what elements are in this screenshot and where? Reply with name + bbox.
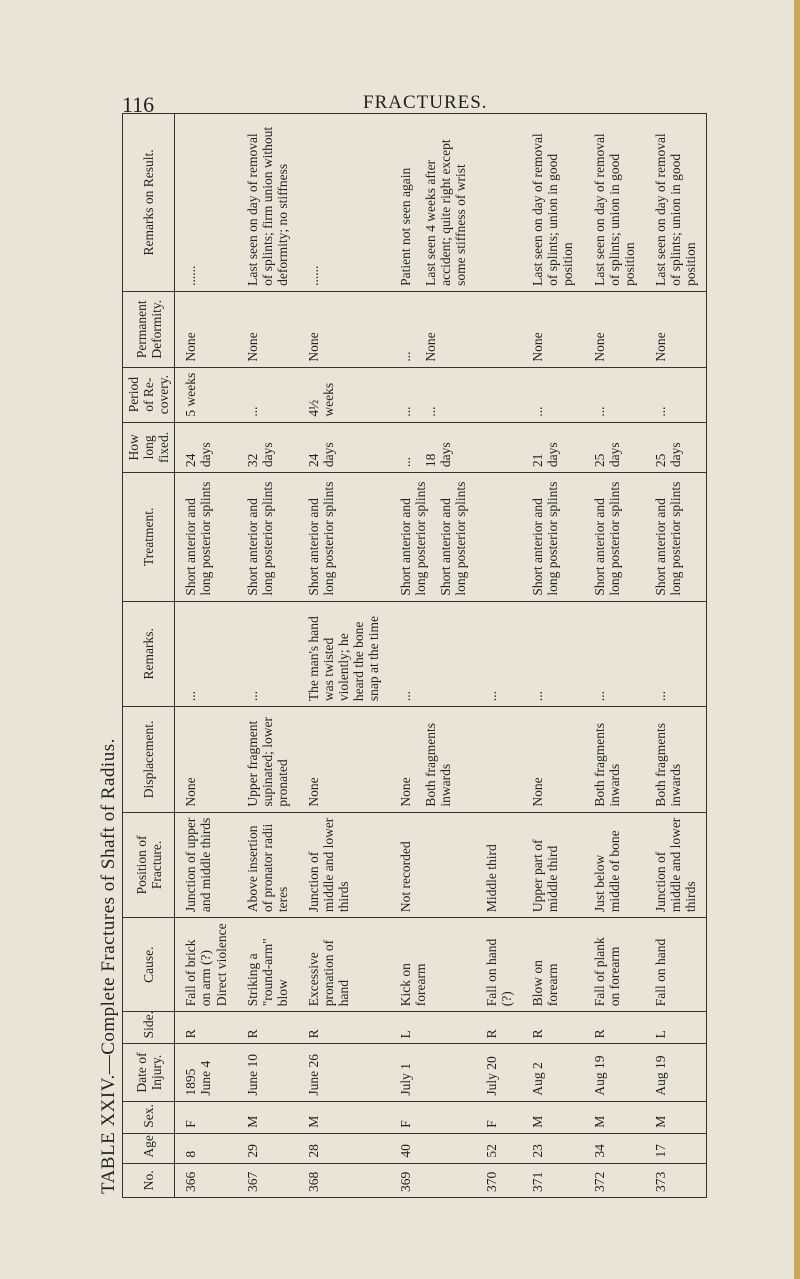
cell-date: July 20 xyxy=(476,1044,522,1101)
cell-cause: Fall on hand xyxy=(645,918,707,1012)
fixed-line: 18 days xyxy=(422,442,453,468)
column-header: Sex. xyxy=(123,1101,175,1133)
result-line: Last seen 4 weeks after accident; quite right except some stiffness of wrist xyxy=(422,139,468,286)
result-line: Patient not seen again xyxy=(397,167,413,286)
cell-deformity: None xyxy=(645,291,707,367)
fixed-line: ... xyxy=(397,456,413,468)
column-header: Position of Fracture. xyxy=(123,812,175,918)
cell-sex: M xyxy=(298,1101,390,1133)
cell-age: 34 xyxy=(584,1133,645,1163)
cell-treatment: Short anterior and long posterior splints xyxy=(584,473,645,601)
cell-treatment: Short anterior and long posterior splints xyxy=(237,473,298,601)
column-header: No. xyxy=(123,1163,175,1197)
cell-remarks: ... xyxy=(522,601,583,707)
cell-remarks: ... xyxy=(476,601,522,707)
cell-treatment: Short anterior and long posterior splints xyxy=(175,473,237,601)
deformity-line: None xyxy=(422,332,438,362)
table-title: TABLE XXIV.—Complete Fractures of Shaft of Radius. xyxy=(98,738,119,1194)
cell-no: 373 xyxy=(645,1163,707,1197)
rotated-table-wrapper xyxy=(122,113,722,1198)
cell-displacement: None xyxy=(175,707,237,813)
cell-result: ...... xyxy=(175,114,237,292)
cell-displacement xyxy=(476,707,522,813)
cell-recovery: 5 weeks xyxy=(175,367,237,422)
cell-sex: F xyxy=(390,1101,476,1133)
table-row xyxy=(522,114,583,1198)
cell-remarks: ... xyxy=(175,601,237,707)
cell-cause: Kick on forearm xyxy=(390,918,476,1012)
cell-age: 23 xyxy=(522,1133,583,1163)
cell-cause: Fall of brick on arm (?) Direct violence xyxy=(175,918,237,1012)
cell-age: 40 xyxy=(390,1133,476,1163)
cell-no: 369 xyxy=(390,1163,476,1197)
cell-position: Middle third xyxy=(476,812,522,918)
cell-age: 17 xyxy=(645,1133,707,1163)
recovery-line: ... xyxy=(422,406,438,417)
cell-remarks: ... xyxy=(645,601,707,707)
cell-age: 29 xyxy=(237,1133,298,1163)
cell-recovery: 4½ weeks xyxy=(298,367,390,422)
cell-cause: Blow on forearm xyxy=(522,918,583,1012)
cell-recovery: ... xyxy=(645,367,707,422)
treatment-line: Short anterior and long posterior splints xyxy=(437,481,468,596)
page-number: 116 xyxy=(122,92,155,117)
table-row xyxy=(645,114,707,1198)
cell-deformity: None xyxy=(584,291,645,367)
cell-displacement: None xyxy=(522,707,583,813)
cell-treatment xyxy=(390,473,476,601)
cell-treatment: Short anterior and long posterior splints xyxy=(522,473,583,601)
cell-cause: Fall of plank on forearm xyxy=(584,918,645,1012)
cell-cause: Excessive pronation of hand xyxy=(298,918,390,1012)
cell-no: 367 xyxy=(237,1163,298,1197)
cell-side: L xyxy=(390,1012,476,1044)
table-row xyxy=(298,114,390,1198)
cell-date: 1895 June 4 xyxy=(175,1044,237,1101)
cell-treatment: Short anterior and long posterior splints xyxy=(645,473,707,601)
cell-position: Not recorded xyxy=(390,812,476,918)
fracture-table xyxy=(122,113,707,1198)
cell-treatment xyxy=(476,473,522,601)
cell-fixed xyxy=(476,422,522,472)
deformity-line: ... xyxy=(397,351,413,362)
table-row xyxy=(476,114,522,1198)
cell-cause: Fall on hand (?) xyxy=(476,918,522,1012)
cell-date: Aug 19 xyxy=(584,1044,645,1101)
cell-side: R xyxy=(237,1012,298,1044)
cell-result: Last seen on day of removal of splints; union in good position xyxy=(584,114,645,292)
column-header: Date of Injury. xyxy=(123,1044,175,1101)
cell-treatment: Short anterior and long posterior splints xyxy=(298,473,390,601)
cell-date: July 1 xyxy=(390,1044,476,1101)
cell-age: 8 xyxy=(175,1133,237,1163)
cell-date: June 10 xyxy=(237,1044,298,1101)
cell-result: Last seen on day of removal of splints; union in good position xyxy=(645,114,707,292)
cell-remarks: The man's hand was twisted violently; he heard the bone snap at the time xyxy=(298,601,390,707)
cell-result xyxy=(476,114,522,292)
cell-recovery: ... xyxy=(522,367,583,422)
cell-sex: F xyxy=(175,1101,237,1133)
header-row xyxy=(123,114,175,1198)
cell-date: June 26 xyxy=(298,1044,390,1101)
table-row xyxy=(175,114,237,1198)
cell-sex: M xyxy=(645,1101,707,1133)
cell-sex: F xyxy=(476,1101,522,1133)
recovery-line: ... xyxy=(397,406,413,417)
cell-no: 372 xyxy=(584,1163,645,1197)
running-head: FRACTURES. xyxy=(363,92,488,113)
column-header: Remarks on Result. xyxy=(123,114,175,292)
column-header: Remarks. xyxy=(123,601,175,707)
column-header: Cause. xyxy=(123,918,175,1012)
cell-position: Junction of middle and lower thirds xyxy=(645,812,707,918)
table-row xyxy=(584,114,645,1198)
cell-sex: M xyxy=(522,1101,583,1133)
cell-remarks: ... xyxy=(390,601,476,707)
cell-fixed: 25 days xyxy=(645,422,707,472)
cell-deformity xyxy=(390,291,476,367)
column-header: Side. xyxy=(123,1012,175,1044)
cell-displacement: Upper fragment supinated; lower pronated xyxy=(237,707,298,813)
cell-no: 368 xyxy=(298,1163,390,1197)
cell-recovery xyxy=(390,367,476,422)
treatment-line: Short anterior and long posterior splints xyxy=(397,481,428,596)
cell-side: R xyxy=(584,1012,645,1044)
cell-cause: Striking a "round-arm" blow xyxy=(237,918,298,1012)
cell-fixed: 21 days xyxy=(522,422,583,472)
cell-remarks: ... xyxy=(584,601,645,707)
column-header: How long fixed. xyxy=(123,422,175,472)
cell-no: 371 xyxy=(522,1163,583,1197)
cell-side: R xyxy=(522,1012,583,1044)
cell-deformity: None xyxy=(298,291,390,367)
cell-date: Aug 19 xyxy=(645,1044,707,1101)
cell-position: Just below middle of bone xyxy=(584,812,645,918)
cell-result xyxy=(390,114,476,292)
cell-deformity: None xyxy=(237,291,298,367)
cell-displacement: None xyxy=(298,707,390,813)
cell-position: Junction of middle and lower thirds xyxy=(298,812,390,918)
cell-no: 370 xyxy=(476,1163,522,1197)
cell-fixed: 32 days xyxy=(237,422,298,472)
cell-deformity: None xyxy=(522,291,583,367)
cell-recovery xyxy=(476,367,522,422)
cell-side: R xyxy=(298,1012,390,1044)
cell-fixed: 24 days xyxy=(298,422,390,472)
cell-deformity: None xyxy=(175,291,237,367)
cell-age: 28 xyxy=(298,1133,390,1163)
page-edge xyxy=(794,0,800,1279)
table-row xyxy=(390,114,476,1198)
column-header: Permanent Deformity. xyxy=(123,291,175,367)
column-header: Treatment. xyxy=(123,473,175,601)
displacement-line: Both fragments inwards xyxy=(422,723,453,807)
cell-fixed xyxy=(390,422,476,472)
cell-result: Last seen on day of removal of splints; union in good position xyxy=(522,114,583,292)
cell-displacement: Both fragments inwards xyxy=(645,707,707,813)
cell-remarks: ... xyxy=(237,601,298,707)
column-header: Displacement. xyxy=(123,707,175,813)
cell-side: R xyxy=(175,1012,237,1044)
cell-fixed: 25 days xyxy=(584,422,645,472)
cell-result: ...... xyxy=(298,114,390,292)
cell-age: 52 xyxy=(476,1133,522,1163)
cell-side: R xyxy=(476,1012,522,1044)
displacement-line: None xyxy=(397,777,413,807)
cell-displacement: Both fragments inwards xyxy=(584,707,645,813)
cell-side: L xyxy=(645,1012,707,1044)
cell-sex: M xyxy=(584,1101,645,1133)
cell-recovery: ... xyxy=(237,367,298,422)
cell-position: Upper part of middle third xyxy=(522,812,583,918)
cell-deformity xyxy=(476,291,522,367)
cell-displacement xyxy=(390,707,476,813)
cell-no: 366 xyxy=(175,1163,237,1197)
column-header: Age xyxy=(123,1133,175,1163)
cell-date: Aug 2 xyxy=(522,1044,583,1101)
table-row xyxy=(237,114,298,1198)
column-header: Period of Re-covery. xyxy=(123,367,175,422)
cell-recovery: ... xyxy=(584,367,645,422)
cell-position: Junction of upper and middle thirds xyxy=(175,812,237,918)
cell-result: Last seen on day of removal of splints; firm union without deformity; no stiffness xyxy=(237,114,298,292)
cell-position: Above insertion of pronator radii teres xyxy=(237,812,298,918)
cell-fixed: 24 days xyxy=(175,422,237,472)
cell-sex: M xyxy=(237,1101,298,1133)
